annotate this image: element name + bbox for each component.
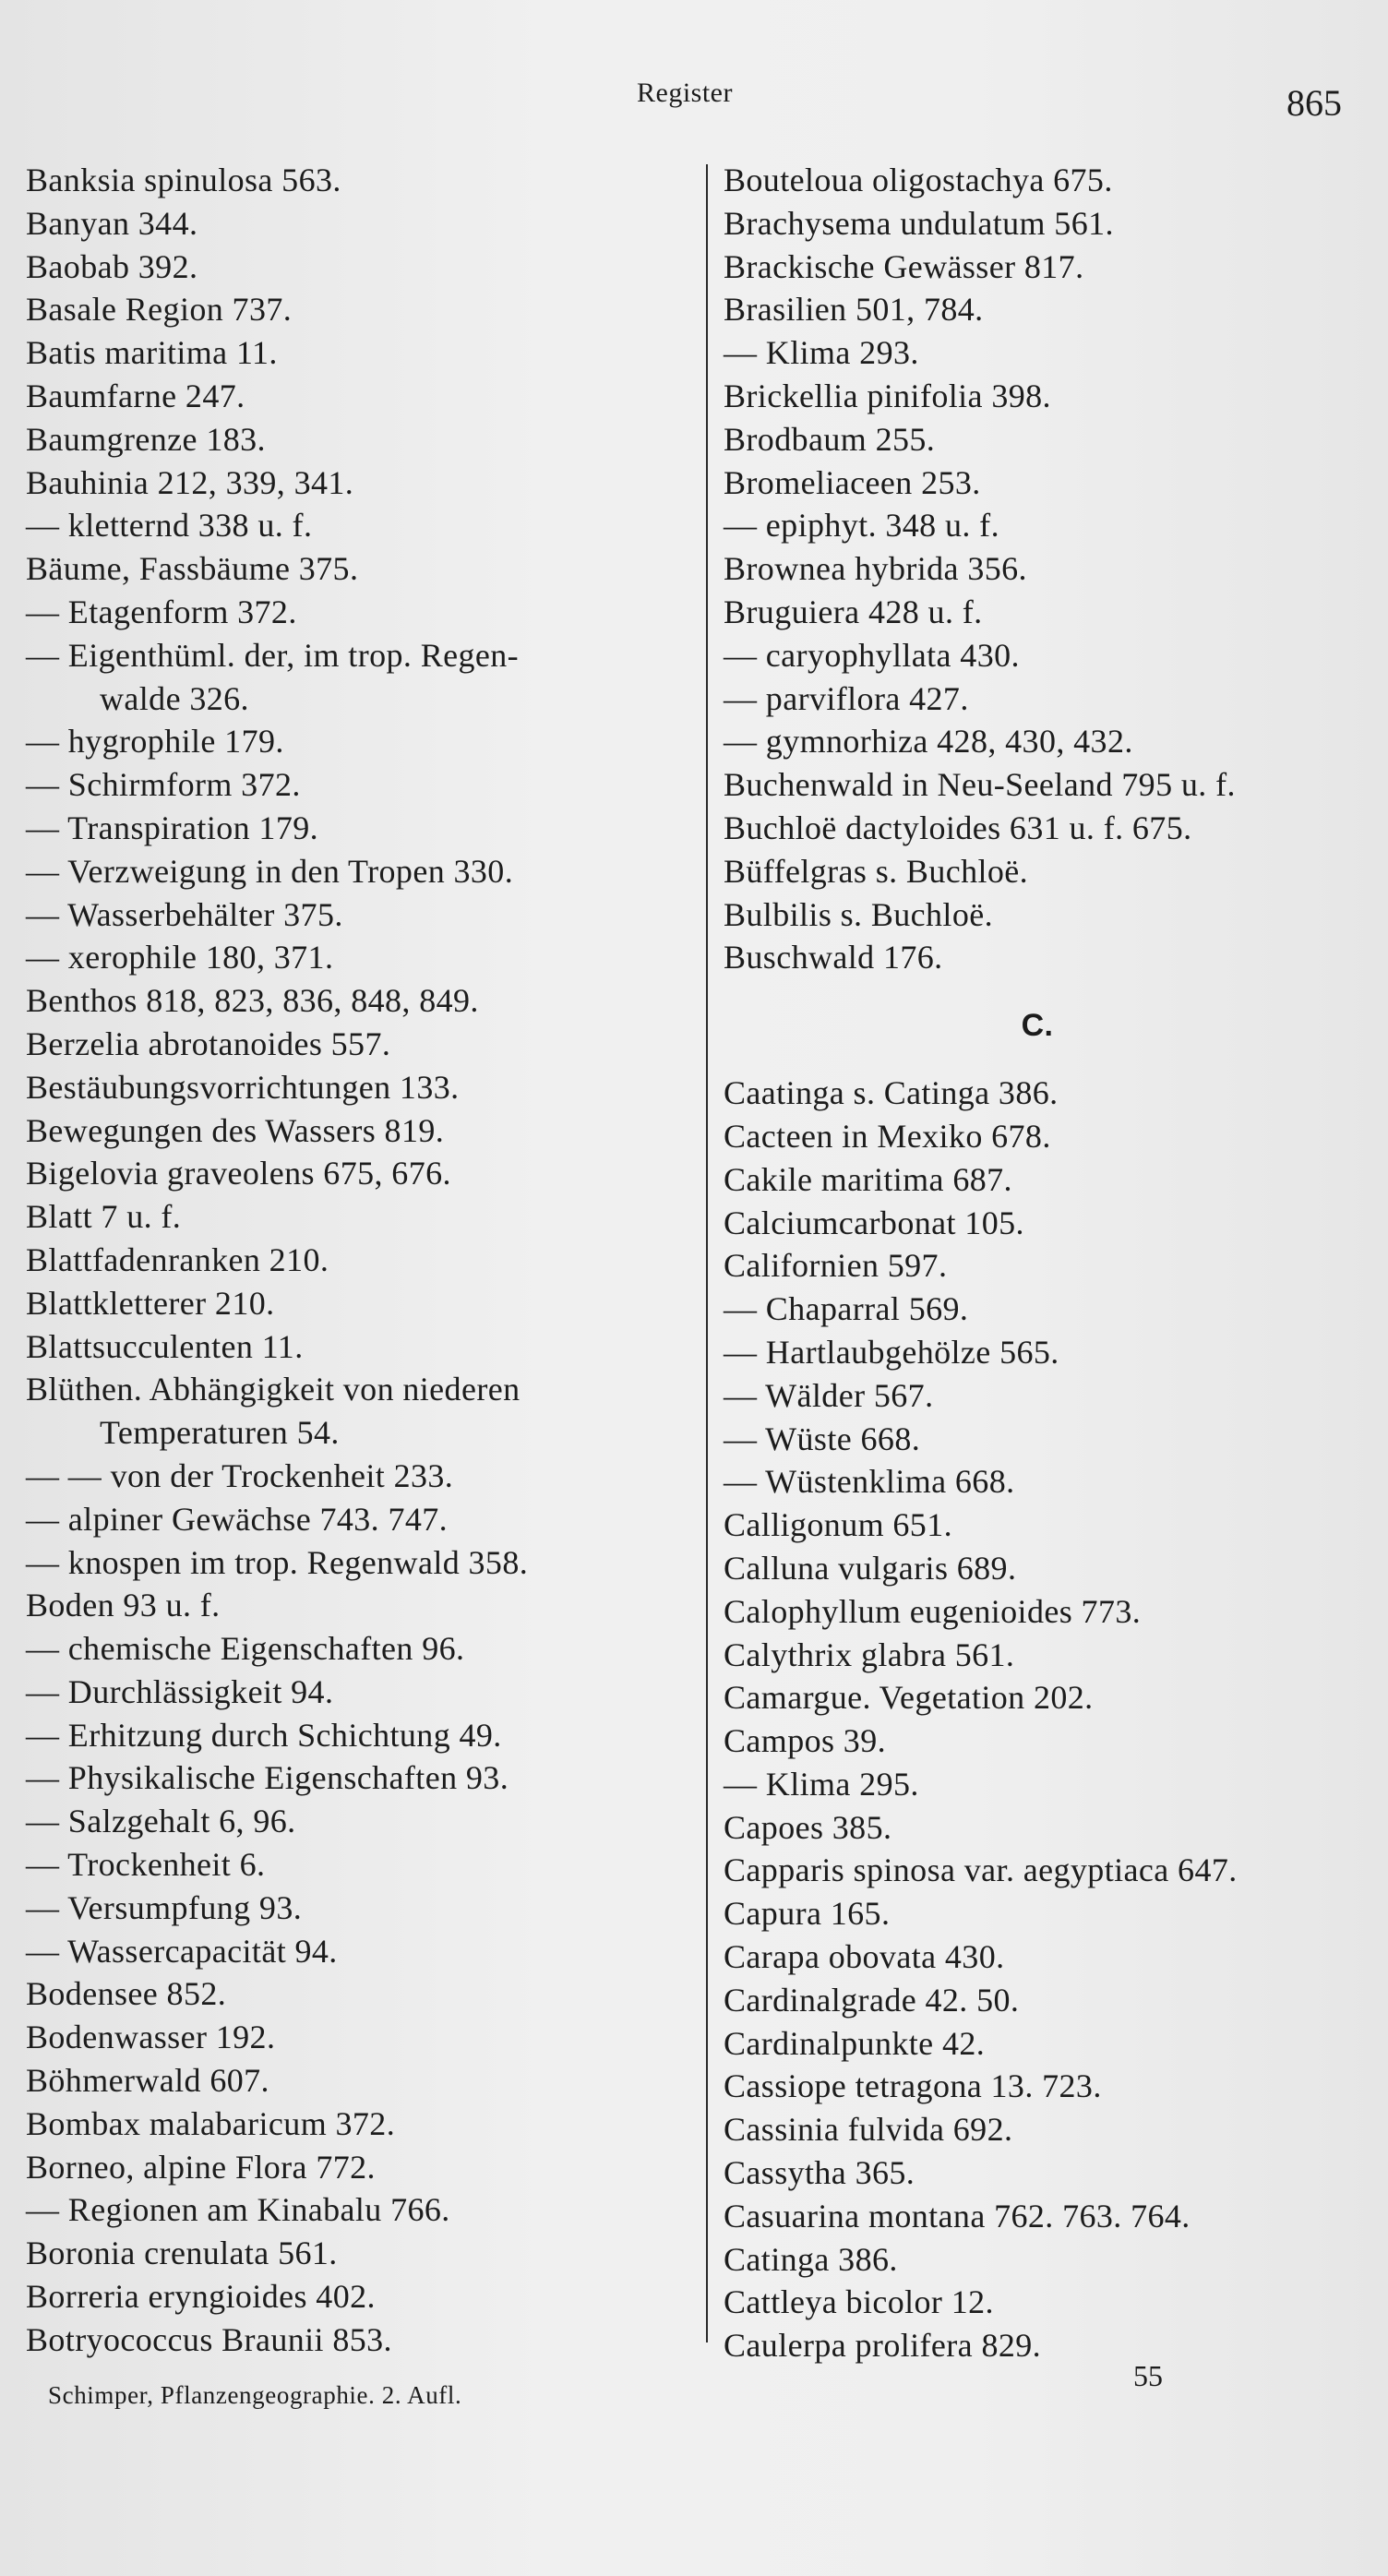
footer-imprint: Schimper, Pflanzengeographie. 2. Aufl. <box>48 2381 462 2409</box>
index-entry: Bodenwasser 192. <box>26 2019 276 2056</box>
index-subentry: — Wüstenklima 668. <box>724 1463 1015 1501</box>
index-entry: Camargue. Vegetation 202. <box>724 1679 1094 1717</box>
index-entry: Calluna vulgaris 689. <box>724 1549 1017 1587</box>
index-entry: Cassiope tetragona 13. 723. <box>724 2067 1102 2105</box>
index-entry: Californien 597. <box>724 1247 948 1285</box>
index-entry: Baumfarne 247. <box>26 377 245 414</box>
index-entry: Brasilien 501, 784. <box>724 291 984 329</box>
index-entry: Capura 165. <box>724 1895 891 1933</box>
index-subentry: — caryophyllata 430. <box>724 636 1020 674</box>
section-heading-c: C. <box>1021 1008 1054 1044</box>
sheet-signature: 55 <box>1133 2359 1163 2392</box>
index-entry: Brickellia pinifolia 398. <box>724 377 1051 414</box>
index-entry: Bulbilis s. Buchloë. <box>724 895 994 933</box>
index-entry: Baumgrenze 183. <box>26 420 266 458</box>
index-subentry: — Klima 295. <box>724 1765 919 1803</box>
index-subentry: — epiphyt. 348 u. f. <box>724 507 999 545</box>
index-entry: Cakile maritima 687. <box>724 1160 1012 1198</box>
index-entry: Blatt 7 u. f. <box>26 1198 182 1236</box>
index-entry: Blüthen. Abhängigkeit von niederen <box>26 1371 520 1408</box>
index-entry: Campos 39. <box>724 1722 887 1760</box>
index-entry: Blattkletterer 210. <box>26 1284 275 1322</box>
index-entry: Bäume, Fassbäume 375. <box>26 550 359 588</box>
index-subentry: — — von der Trockenheit 233. <box>26 1456 454 1494</box>
index-entry: Bewegungen des Wassers 819. <box>26 1111 445 1149</box>
index-entry: Calythrix glabra 561. <box>724 1635 1015 1673</box>
index-continuation: Temperaturen 54. <box>100 1414 340 1452</box>
index-entry: Cattleya bicolor 12. <box>724 2283 994 2321</box>
index-subentry: — Transpiration 179. <box>26 809 319 846</box>
index-subentry: — knospen im trop. Regenwald 358. <box>26 1543 529 1581</box>
index-subentry: — Wälder 567. <box>724 1376 934 1414</box>
page-number: 865 <box>1286 82 1342 124</box>
index-entry: Brodbaum 255. <box>724 420 936 458</box>
index-entry: Bromeliaceen 253. <box>724 463 981 501</box>
index-entry: Bodensee 852. <box>26 1975 227 2013</box>
index-entry: Blattfadenranken 210. <box>26 1240 329 1278</box>
index-entry: Cassinia fulvida 692. <box>724 2111 1013 2149</box>
index-entry: Botryococcus Braunii 853. <box>26 2320 392 2358</box>
index-subentry: — hygrophile 179. <box>26 723 284 761</box>
index-continuation: walde 326. <box>100 679 249 717</box>
right-column <box>724 159 1370 2367</box>
index-entry: Bouteloua oligostachya 675. <box>724 162 1113 198</box>
index-entry: Böhmerwald 607. <box>26 2062 269 2100</box>
index-subentry: — Hartlaubgehölze 565. <box>724 1333 1059 1371</box>
index-entry: Calciumcarbonat 105. <box>724 1204 1024 1241</box>
index-entry: Batis maritima 11. <box>26 334 278 372</box>
index-subentry: — Trockenheit 6. <box>26 1846 266 1884</box>
index-subentry: — kletternd 338 u. f. <box>26 507 313 545</box>
index-subentry: — Salzgehalt 6, 96. <box>26 1803 296 1840</box>
index-entry: Brownea hybrida 356. <box>724 550 1027 588</box>
index-entry: Boronia crenulata 561. <box>26 2235 338 2272</box>
left-column <box>26 159 690 2362</box>
index-entry: Boden 93 u. f. <box>26 1587 221 1624</box>
index-entry: Brackische Gewässer 817. <box>724 247 1084 285</box>
index-entry: Calligonum 651. <box>724 1506 952 1544</box>
index-subentry: — alpiner Gewächse 743. 747. <box>26 1500 449 1538</box>
index-entry: Calophyllum eugenioides 773. <box>724 1592 1142 1630</box>
index-subentry: — Versumpfung 93. <box>26 1888 303 1926</box>
index-subentry: — Erhitzung durch Schichtung 49. <box>26 1716 502 1754</box>
index-entry: Banksia spinulosa 563. <box>26 162 341 198</box>
index-entry: Catinga 386. <box>724 2240 898 2278</box>
index-entry: Brachysema undulatum 561. <box>724 204 1114 242</box>
index-subentry: — Chaparral 569. <box>724 1290 969 1328</box>
index-entry: Buchloë dactyloides 631 u. f. 675. <box>724 809 1192 846</box>
index-entry: Borreria eryngioides 402. <box>26 2278 376 2316</box>
index-subentry: — parviflora 427. <box>724 679 969 717</box>
index-entry: Buchenwald in Neu-Seeland 795 u. f. <box>724 766 1236 804</box>
index-subentry: — Durchlässigkeit 94. <box>26 1672 334 1710</box>
index-entry: Benthos 818, 823, 836, 848, 849. <box>26 982 479 1020</box>
index-entry: Bauhinia 212, 339, 341. <box>26 463 354 501</box>
index-entry: Bombax malabaricum 372. <box>26 2104 396 2142</box>
index-subentry: — chemische Eigenschaften 96. <box>26 1630 465 1668</box>
index-entry: Capoes 385. <box>724 1808 892 1846</box>
index-entry: Capparis spinosa var. aegyptiaca 647. <box>724 1851 1238 1889</box>
index-subentry: — xerophile 180, 371. <box>26 939 334 976</box>
index-subentry: — Eigenthüml. der, im trop. Regen- <box>26 636 520 674</box>
column-divider <box>706 164 708 2342</box>
index-entry: Baobab 392. <box>26 247 198 285</box>
index-entry: Buschwald 176. <box>724 939 943 976</box>
index-entry: Carapa obovata 430. <box>724 1938 1005 1976</box>
index-subentry: — Wassercapacität 94. <box>26 1932 338 1970</box>
index-entry: Blattsucculenten 11. <box>26 1327 304 1365</box>
index-entry: Cardinalgrade 42. 50. <box>724 1981 1020 2019</box>
index-entry: Cassytha 365. <box>724 2154 915 2192</box>
index-entry: Bruguiera 428 u. f. <box>724 593 983 630</box>
index-entry: Bestäubungsvorrichtungen 133. <box>26 1068 460 1106</box>
index-entry: Casuarina montana 762. 763. 764. <box>724 2197 1191 2235</box>
index-subentry: — gymnorhiza 428, 430, 432. <box>724 723 1133 761</box>
index-entry: Banyan 344. <box>26 204 198 242</box>
index-subentry: — Wüste 668. <box>724 1420 921 1457</box>
index-subentry: — Etagenform 372. <box>26 593 297 630</box>
index-subentry: — Physikalische Eigenschaften 93. <box>26 1759 509 1797</box>
index-entry: Caulerpa prolifera 829. <box>724 2327 1042 2365</box>
index-subentry: — Klima 293. <box>724 334 919 372</box>
index-entry: Basale Region 737. <box>26 291 293 329</box>
index-subentry: — Wasserbehälter 375. <box>26 895 343 933</box>
index-entry: Cardinalpunkte 42. <box>724 2024 986 2062</box>
index-subentry: — Schirmform 372. <box>26 766 301 804</box>
running-head: Register <box>637 78 733 108</box>
index-entry: Caatinga s. Catinga 386. <box>724 1074 1059 1112</box>
index-subentry: — Verzweigung in den Tropen 330. <box>26 852 514 890</box>
index-subentry: — Regionen am Kinabalu 766. <box>26 2191 450 2229</box>
index-entry: Borneo, alpine Flora 772. <box>26 2148 376 2186</box>
index-entry: Bigelovia graveolens 675, 676. <box>26 1155 451 1192</box>
index-entry: Cacteen in Mexiko 678. <box>724 1117 1051 1155</box>
index-entry: Berzelia abrotanoides 557. <box>26 1024 391 1062</box>
index-entry: Büffelgras s. Buchloë. <box>724 852 1029 890</box>
